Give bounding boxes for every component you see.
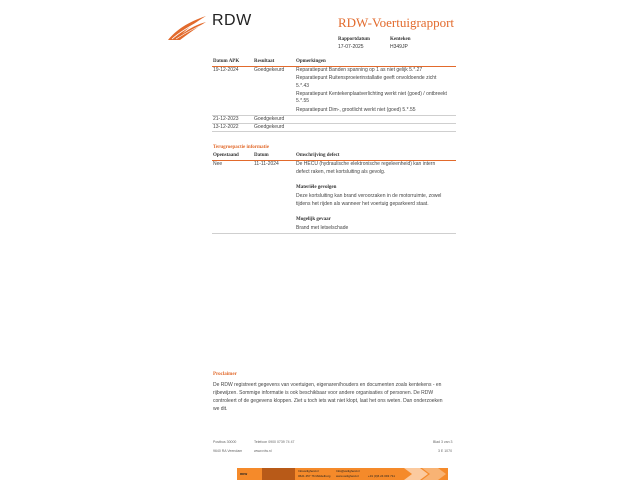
- disclaimer-line-4: we dit.: [213, 406, 228, 412]
- brand-name: RDW: [212, 12, 252, 29]
- recall-open-value: Nee: [213, 161, 223, 167]
- banner-col3-line-1: Info@veiligheid.nl: [336, 469, 360, 473]
- apk-row-rule-1: [212, 115, 456, 116]
- banner-col2-line-2: 0621 457 76 Middelburg: [298, 474, 331, 478]
- footer-website[interactable]: www.rdw.nl: [254, 449, 272, 453]
- banner-col3-line-3: +31 (0)6 24 093 711: [368, 474, 395, 478]
- footer-code: 3 E 1070: [438, 449, 453, 453]
- recall-defect-line-1: De HECU (hydraulische elektronische regeleenheid) kan intern: [296, 161, 436, 167]
- apk-header-date: Datum APK: [213, 59, 240, 64]
- recall-measures-title: Materiële gevolgen: [296, 185, 337, 190]
- banner-col3-line-2: www.veiligheid.nl: [336, 474, 359, 478]
- apk-row-2-date: 21-12-2023: [213, 116, 239, 122]
- recall-section-title: Terugroepactie informatie: [213, 145, 269, 150]
- apk-header-result: Resultaat: [254, 59, 275, 64]
- banner-col2-line-1: Infoveiligheid.nl: [298, 469, 319, 473]
- apk-row-1-result: Goedgekeurd: [254, 67, 285, 73]
- apk-row-1-remark-4: Reparatiepunt Kentekenplaatverlichting werkt niet (goed) / ontbreekt 5.*.55: [296, 91, 447, 104]
- recall-danger-title: Mogelijk gevaar: [296, 217, 331, 222]
- recall-defect-line-2: defect raken, met kortsluiting als gevolg.: [296, 169, 386, 175]
- apk-row-rule-3: [212, 131, 456, 132]
- report-date-value: 17-07-2025: [338, 44, 364, 50]
- apk-row-3-date: 13-12-2022: [213, 124, 239, 130]
- disclaimer-title: Proclaimer: [213, 372, 237, 377]
- apk-row-1-date: 19-12-2024: [213, 67, 239, 73]
- footer-postbus: Postbus 30000: [213, 440, 237, 444]
- apk-row-1-remark-1: Reparatiepunt Banden spanning op 1 as niet gelijk 5.*.27: [296, 67, 423, 73]
- footer-postcode: 9640 RA Veendam: [213, 449, 243, 453]
- recall-measures-line-1: Deze kortsluiting kan brand veroorzaken in de motorruimte, zowel: [296, 193, 442, 199]
- plate-label: Kenteken: [390, 37, 411, 42]
- apk-row-2-result: Goedgekeurd: [254, 116, 285, 122]
- apk-row-1-remark-3: 5.*.43: [296, 83, 310, 89]
- disclaimer-line-2: rijbewijzen. Sommige informatie is ook beschikbaar voor andere organisaties of personen. De RDW: [213, 390, 434, 396]
- recall-header-defect: Omschrijving defect: [296, 153, 340, 158]
- rdw-logo-icon: [166, 12, 208, 42]
- footer-page-number: Blad 3 van 3: [433, 440, 453, 444]
- banner-chevron-icon: [404, 468, 448, 480]
- apk-row-1-remark-2: Reparatiepunt Ruitensproeierinstallatie geeft onvoldoende zicht: [296, 75, 437, 81]
- plate-value: H349JP: [390, 44, 408, 50]
- recall-measures-line-2: tijdens het rijden als wanneer het voertuig geparkeerd staat.: [296, 201, 429, 207]
- apk-row-rule-2: [212, 123, 456, 124]
- apk-row-1-remark-5: Reparatiepunt Dim-, grootlicht werkt niet (goed) 5.*.55: [296, 107, 416, 113]
- banner-col1-text: RDW: [240, 472, 248, 476]
- recall-header-open: Openstaand: [213, 153, 239, 158]
- recall-header-date: Datum: [254, 153, 269, 158]
- footer-phone: Telefoon 0900 0739 74 47: [254, 440, 295, 444]
- recall-date-value: 11-11-2024: [254, 161, 279, 167]
- disclaimer-line-1: De RDW registreert gegevens van voertuigen, eigenaren/houders en documenten zoals kentekens - en: [213, 382, 442, 388]
- recall-danger-text: Brand met letselschade: [296, 225, 349, 231]
- sponsor-banner-dark-block: [262, 468, 295, 480]
- report-title: RDW-Voertuigrapport: [338, 15, 455, 30]
- recall-end-rule: [212, 233, 456, 234]
- report-date-label: Rapportdatum: [338, 37, 370, 42]
- disclaimer-line-3: controleert of de gegevens kloppen. Ziet u toch iets wat niet klopt, laat het ons weten. Dan onderzoeken: [213, 398, 443, 404]
- apk-row-3-result: Goedgekeurd: [254, 124, 285, 130]
- apk-header-remarks: Opmerkingen: [296, 59, 326, 64]
